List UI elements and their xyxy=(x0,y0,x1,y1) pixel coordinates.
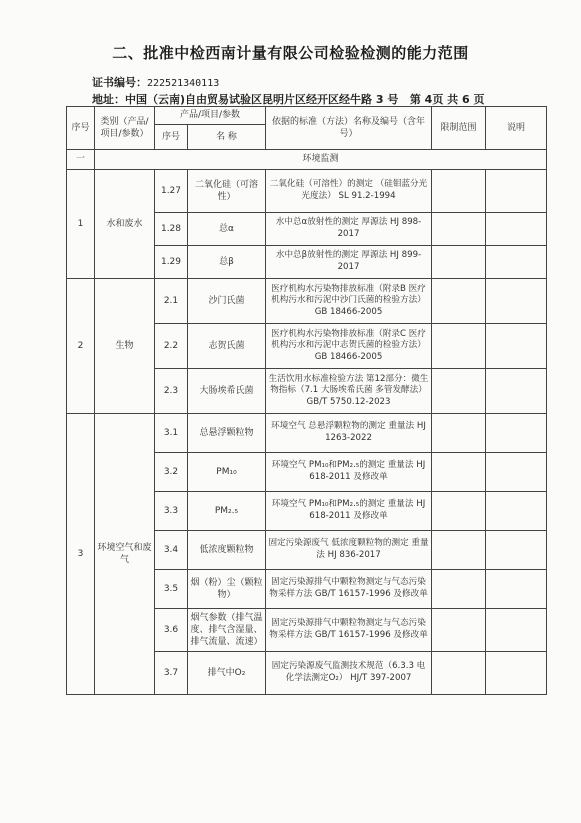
item-standard: 水中总β放射性的测定 厚源法 HJ 899-2017 xyxy=(266,246,432,279)
item-standard: 环境空气 PM₁₀和PM₂.₅的测定 重量法 HJ 618-2011 及修改单 xyxy=(266,492,432,531)
header-limit: 限制范围 xyxy=(432,107,486,150)
note-cell xyxy=(486,453,547,492)
group-number: 3 xyxy=(67,414,95,695)
item-name: PM₂.₅ xyxy=(188,492,266,531)
item-sub-number: 3.2 xyxy=(155,453,188,492)
limit-cell xyxy=(432,652,486,695)
note-cell xyxy=(486,414,547,453)
item-sub-number: 3.3 xyxy=(155,492,188,531)
item-standard: 固定污染源排气中颗粒物测定与气态污染物采样方法 GB/T 16157-1996 及修改单 xyxy=(266,570,432,609)
item-name: 低浓度颗粒物 xyxy=(188,531,266,570)
limit-cell xyxy=(432,609,486,652)
note-cell xyxy=(486,324,547,369)
item-sub-number: 2.1 xyxy=(155,279,188,324)
item-name: 总悬浮颗粒物 xyxy=(188,414,266,453)
item-standard: 生活饮用水标准检验方法 第12部分：微生物指标（7.1 大肠埃希氏菌 多管发酵法） GB/T 5750.12-2023 xyxy=(266,369,432,414)
item-sub-number: 1.28 xyxy=(155,213,188,246)
item-standard: 环境空气 PM₁₀和PM₂.₅的测定 重量法 HJ 618-2011 及修改单 xyxy=(266,453,432,492)
group-category: 环境空气和废气 xyxy=(95,414,155,695)
page-info: 第 4页 共 6 页 xyxy=(409,93,485,106)
item-name: 沙门氏菌 xyxy=(188,279,266,324)
limit-cell xyxy=(432,246,486,279)
item-sub-number: 3.7 xyxy=(155,652,188,695)
note-cell xyxy=(486,652,547,695)
item-standard: 环境空气 总悬浮颗粒物的测定 重量法 HJ 1263-2022 xyxy=(266,414,432,453)
limit-cell xyxy=(432,492,486,531)
item-sub-number: 1.27 xyxy=(155,170,188,213)
item-sub-number: 2.2 xyxy=(155,324,188,369)
note-cell xyxy=(486,279,547,324)
item-sub-number: 3.6 xyxy=(155,609,188,652)
table-row xyxy=(67,414,547,453)
table-row xyxy=(67,279,547,324)
capability-table xyxy=(66,106,547,695)
header-standard: 依据的标准（方法）名称及编号（含年号） xyxy=(266,107,432,150)
limit-cell xyxy=(432,324,486,369)
limit-cell xyxy=(432,369,486,414)
limit-cell xyxy=(432,170,486,213)
note-cell xyxy=(486,170,547,213)
item-standard: 医疗机构水污染物排放标准（附录C 医疗机构污水和污泥中志贺氏菌的检验方法） GB 18466-2005 xyxy=(266,324,432,369)
note-cell xyxy=(486,246,547,279)
limit-cell xyxy=(432,213,486,246)
section-title: 环境监测 xyxy=(95,150,547,170)
header-sub-seq: 序号 xyxy=(155,125,188,150)
item-name: 总α xyxy=(188,213,266,246)
header-category: 类别（产品/项目/参数） xyxy=(95,107,155,150)
header-note: 说明 xyxy=(486,107,547,150)
item-name: 二氧化硅（可溶性） xyxy=(188,170,266,213)
group-category: 生物 xyxy=(95,279,155,414)
page-title: 二、批准中检西南计量有限公司检验检测的能力范围 xyxy=(112,44,469,62)
item-name: 大肠埃希氏菌 xyxy=(188,369,266,414)
limit-cell xyxy=(432,570,486,609)
cert-number: 222521340113 xyxy=(147,78,220,89)
limit-cell xyxy=(432,414,486,453)
item-name: 烟气参数（排气温度、排气含湿量、排气流量、流速） xyxy=(188,609,266,652)
limit-cell xyxy=(432,279,486,324)
item-sub-number: 3.5 xyxy=(155,570,188,609)
group-category: 水和废水 xyxy=(95,170,155,279)
item-name: 排气中O₂ xyxy=(188,652,266,695)
limit-cell xyxy=(432,453,486,492)
note-cell xyxy=(486,369,547,414)
item-standard: 医疗机构水污染物排放标准（附录B 医疗机构污水和污泥中沙门氏菌的检验方法） GB 18466-2005 xyxy=(266,279,432,324)
header-seq: 序号 xyxy=(67,107,95,150)
item-name: 烟（粉）尘（颗粒物） xyxy=(188,570,266,609)
group-number: 1 xyxy=(67,170,95,279)
item-standard: 水中总α放射性的测定 厚源法 HJ 898-2017 xyxy=(266,213,432,246)
item-sub-number: 3.1 xyxy=(155,414,188,453)
note-cell xyxy=(486,492,547,531)
note-cell xyxy=(486,609,547,652)
note-cell xyxy=(486,213,547,246)
item-sub-number: 1.29 xyxy=(155,246,188,279)
section-number: 一 xyxy=(67,150,95,170)
limit-cell xyxy=(432,531,486,570)
section-row xyxy=(67,150,547,170)
cert-label: 证书编号： xyxy=(92,76,147,89)
item-name: 志贺氏菌 xyxy=(188,324,266,369)
item-name: PM₁₀ xyxy=(188,453,266,492)
item-standard: 固定污染源废气监测技术规范（6.3.3 电化学法测定O₂） HJ/T 397-2007 xyxy=(266,652,432,695)
header-product-group: 产品/项目/参数 xyxy=(155,107,266,125)
item-sub-number: 2.3 xyxy=(155,369,188,414)
address: 地址：中国（云南)自由贸易试验区昆明片区经开区经牛路 3 号 xyxy=(92,93,399,106)
item-standard: 固定污染源排气中颗粒物测定与气态污染物采样方法 GB/T 16157-1996 及修改单 xyxy=(266,609,432,652)
note-cell xyxy=(486,531,547,570)
item-standard: 二氧化硅（可溶性）的测定 （硅钼蓝分光光度法） SL 91.2-1994 xyxy=(266,170,432,213)
header-name: 名 称 xyxy=(188,125,266,150)
address-line xyxy=(92,91,484,107)
note-cell xyxy=(486,570,547,609)
table-row xyxy=(67,170,547,213)
item-sub-number: 3.4 xyxy=(155,531,188,570)
certificate-line xyxy=(92,74,219,90)
item-standard: 固定污染源废气 低浓度颗粒物的测定 重量法 HJ 836-2017 xyxy=(266,531,432,570)
item-name: 总β xyxy=(188,246,266,279)
group-number: 2 xyxy=(67,279,95,414)
